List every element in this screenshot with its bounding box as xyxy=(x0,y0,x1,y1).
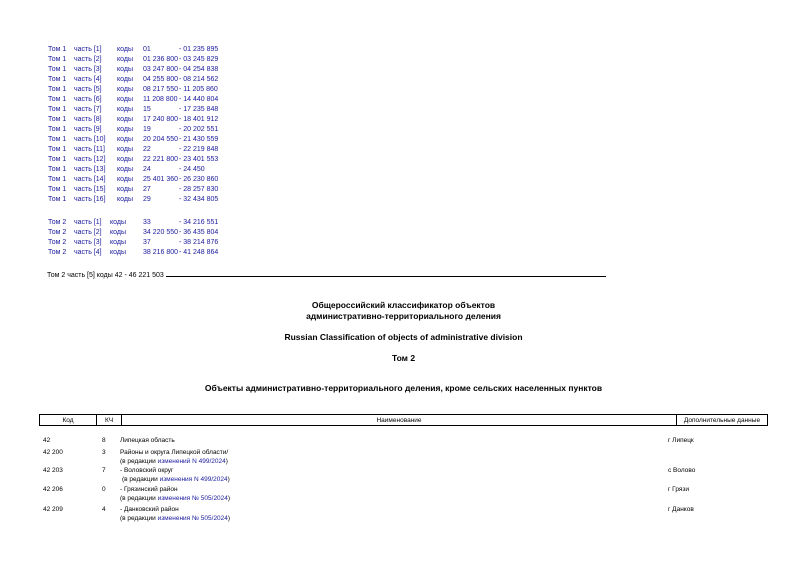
toc-to: - 23 401 553 xyxy=(179,156,219,163)
toc-from: 34 220 550 xyxy=(143,229,179,236)
cell-kch: 4 xyxy=(102,506,106,513)
edition-note xyxy=(120,495,230,502)
toc-codes: коды xyxy=(117,96,133,103)
toc-vol: Том 1 xyxy=(48,86,67,93)
edition-note xyxy=(120,515,230,522)
cell-code: 42 206 xyxy=(43,486,63,493)
toc-vol: Том 2 xyxy=(48,239,67,246)
toc-vol: Том 1 xyxy=(48,56,67,63)
edition-link[interactable]: изменения № 505/2024 xyxy=(157,495,228,502)
toc-from: 27 xyxy=(143,186,151,193)
toc-to: - 21 430 559 xyxy=(179,136,219,143)
toc-to: - 17 235 848 xyxy=(179,106,219,113)
underline xyxy=(166,270,606,277)
toc-to: - 38 214 876 xyxy=(179,239,219,246)
cell-additional: г Данков xyxy=(668,506,694,513)
toc-vol: Том 1 xyxy=(48,46,67,53)
toc-vol: Том 1 xyxy=(48,66,67,73)
toc-part[interactable]: часть [1] xyxy=(74,219,102,226)
edition-note xyxy=(120,458,228,465)
cell-kch: 0 xyxy=(102,486,106,493)
toc-part[interactable]: часть [16] xyxy=(74,196,106,203)
toc-vol: Том 1 xyxy=(48,106,67,113)
toc-part[interactable]: часть [14] xyxy=(74,176,106,183)
toc-to: - 20 202 551 xyxy=(179,126,219,133)
toc-codes: коды xyxy=(117,66,133,73)
toc-part[interactable]: часть [10] xyxy=(74,136,106,143)
toc-to: - 18 401 912 xyxy=(179,116,219,123)
toc-codes: коды xyxy=(117,166,133,173)
toc-part[interactable]: часть [7] xyxy=(74,106,102,113)
toc-part[interactable]: часть [4] xyxy=(74,249,102,256)
cell-name: Районы и округа Липецкой области/ xyxy=(120,449,229,456)
toc-vol: Том 1 xyxy=(48,96,67,103)
toc-part[interactable]: часть [5] xyxy=(74,86,102,93)
toc-codes: коды xyxy=(117,56,133,63)
toc-part[interactable]: часть [2] xyxy=(74,56,102,63)
toc-to: - 41 248 864 xyxy=(179,249,219,256)
toc-part[interactable]: часть [2] xyxy=(74,229,102,236)
title-english: Russian Classification of objects of administrative division xyxy=(284,332,523,342)
toc-from: 19 xyxy=(143,126,151,133)
toc-part[interactable]: часть [11] xyxy=(74,146,105,153)
header-additional: Дополнительные данные xyxy=(677,415,768,426)
edition-link[interactable]: изменения N 499/2024 xyxy=(159,476,228,483)
toc-codes: коды xyxy=(117,126,133,133)
cell-additional: с Волово xyxy=(668,467,696,474)
edition-prefix: (в редакции xyxy=(120,495,158,502)
volume-title: Том 2 xyxy=(391,353,416,363)
toc-part[interactable]: часть [9] xyxy=(74,126,102,133)
header-kch: КЧ xyxy=(97,415,122,426)
cell-name: Липецкая область xyxy=(120,437,175,444)
toc-vol: Том 1 xyxy=(48,136,67,143)
toc-to: - 03 245 829 xyxy=(179,56,219,63)
toc-part[interactable]: часть [6] xyxy=(74,96,102,103)
toc-vol: Том 2 xyxy=(48,249,67,256)
toc-vol: Том 1 xyxy=(48,156,67,163)
toc-from: 15 xyxy=(143,106,151,113)
cell-code: 42 200 xyxy=(43,449,63,456)
toc-to: - 01 235 895 xyxy=(179,46,219,53)
toc-to: - 28 257 830 xyxy=(179,186,219,193)
cell-additional: г Грязи xyxy=(668,486,690,493)
edition-prefix: (в редакции xyxy=(120,515,158,522)
toc-to: - 08 214 562 xyxy=(179,76,219,83)
toc-from: 08 217 550 xyxy=(143,86,179,93)
toc-part[interactable]: часть [3] xyxy=(74,239,102,246)
current-part-text: Том 2 часть [5] коды 42 - 46 221 503 xyxy=(47,272,164,279)
toc-part[interactable]: часть [4] xyxy=(74,76,102,83)
toc-codes: коды xyxy=(117,146,133,153)
toc-vol: Том 1 xyxy=(48,146,67,153)
toc-from: 03 247 800 xyxy=(143,66,179,73)
edition-suffix: ) xyxy=(227,515,231,522)
header-name: Наименование xyxy=(122,415,677,426)
table-header-row xyxy=(40,415,768,426)
toc-from: 25 401 360 xyxy=(143,176,179,183)
toc-to: - 04 254 838 xyxy=(179,66,219,73)
toc-part[interactable]: часть [8] xyxy=(74,116,102,123)
toc-to: - 14 440 804 xyxy=(179,96,219,103)
toc-from: 01 236 800 xyxy=(143,56,179,63)
toc-from: 38 216 800 xyxy=(143,249,179,256)
toc-to: - 34 216 551 xyxy=(179,219,219,226)
cell-kch: 8 xyxy=(102,437,106,444)
toc-codes: коды xyxy=(117,116,133,123)
toc-vol: Том 1 xyxy=(48,166,67,173)
edition-prefix: (в редакции xyxy=(120,458,158,465)
toc-from: 37 xyxy=(143,239,151,246)
toc-vol: Том 2 xyxy=(48,219,67,226)
toc-vol: Том 1 xyxy=(48,76,67,83)
toc-codes: коды xyxy=(117,156,133,163)
toc-to: - 24 450 xyxy=(179,166,205,173)
edition-prefix: (в редакции xyxy=(122,476,160,483)
toc-from: 29 xyxy=(143,196,151,203)
toc-from: 04 255 800 xyxy=(143,76,179,83)
toc-codes: коды xyxy=(117,186,133,193)
toc-from: 11 208 800 xyxy=(143,96,178,103)
edition-suffix: ) xyxy=(225,458,228,465)
toc-codes: коды xyxy=(117,86,133,93)
section-title: Объекты административно-территориального деления, кроме сельских населенных пунктов xyxy=(204,383,603,393)
toc-from: 33 xyxy=(143,219,151,226)
edition-link[interactable]: изменения № 505/2024 xyxy=(157,515,228,522)
toc-vol: Том 1 xyxy=(48,126,67,133)
toc-vol: Том 1 xyxy=(48,196,67,203)
toc-codes: коды xyxy=(117,76,133,83)
toc-codes: коды xyxy=(110,249,126,256)
toc-to: - 32 434 805 xyxy=(179,196,219,203)
classifier-table xyxy=(39,414,768,426)
toc-codes: коды xyxy=(117,196,133,203)
edition-link[interactable]: изменений N 499/2024 xyxy=(157,458,226,465)
cell-kch: 3 xyxy=(102,449,106,456)
toc-codes: коды xyxy=(110,219,126,226)
cell-code: 42 209 xyxy=(43,506,63,513)
toc-to: - 22 219 848 xyxy=(179,146,219,153)
toc-codes: коды xyxy=(117,136,133,143)
toc-from: 22 221 800 xyxy=(143,156,179,163)
toc-codes: коды xyxy=(117,176,133,183)
cell-name: - Грязинский район xyxy=(120,486,178,493)
toc-codes: коды xyxy=(110,229,126,236)
toc-part[interactable]: часть [13] xyxy=(74,166,106,173)
title-ru-line1: Общероссийский классификатор объектов xyxy=(311,300,496,310)
toc-to: - 11 205 860 xyxy=(179,86,218,93)
cell-code: 42 203 xyxy=(43,467,63,474)
header-code: Код xyxy=(40,415,97,426)
toc-part[interactable]: часть [12] xyxy=(74,156,106,163)
edition-note xyxy=(122,476,230,483)
edition-suffix: ) xyxy=(227,476,230,483)
toc-part[interactable]: часть [1] xyxy=(74,46,102,53)
cell-additional: г Липецк xyxy=(668,437,694,444)
edition-suffix: ) xyxy=(227,495,231,502)
toc-codes: коды xyxy=(117,106,133,113)
toc-codes: коды xyxy=(110,239,126,246)
cell-kch: 7 xyxy=(102,467,106,474)
cell-name: - Воловский округ xyxy=(120,467,174,474)
current-part-label xyxy=(47,270,606,279)
toc-vol: Том 1 xyxy=(48,186,67,193)
toc-vol: Том 2 xyxy=(48,229,67,236)
toc-from: 17 240 800 xyxy=(143,116,179,123)
title-ru-line2: административно-территориального деления xyxy=(306,311,501,321)
title-russian xyxy=(0,300,807,322)
toc-part[interactable]: часть [3] xyxy=(74,66,102,73)
toc-from: 24 xyxy=(143,166,151,173)
toc-to: - 26 230 860 xyxy=(179,176,219,183)
cell-name: - Данковский район xyxy=(120,506,179,513)
toc-part[interactable]: часть [15] xyxy=(74,186,106,193)
toc-vol: Том 1 xyxy=(48,176,67,183)
toc-codes: коды xyxy=(117,46,133,53)
toc-vol: Том 1 xyxy=(48,116,67,123)
toc-from: 22 xyxy=(143,146,151,153)
toc-to: - 36 435 804 xyxy=(179,229,219,236)
cell-code: 42 xyxy=(43,437,51,444)
toc-from: 20 204 550 xyxy=(143,136,179,143)
toc-from: 01 xyxy=(143,46,151,53)
